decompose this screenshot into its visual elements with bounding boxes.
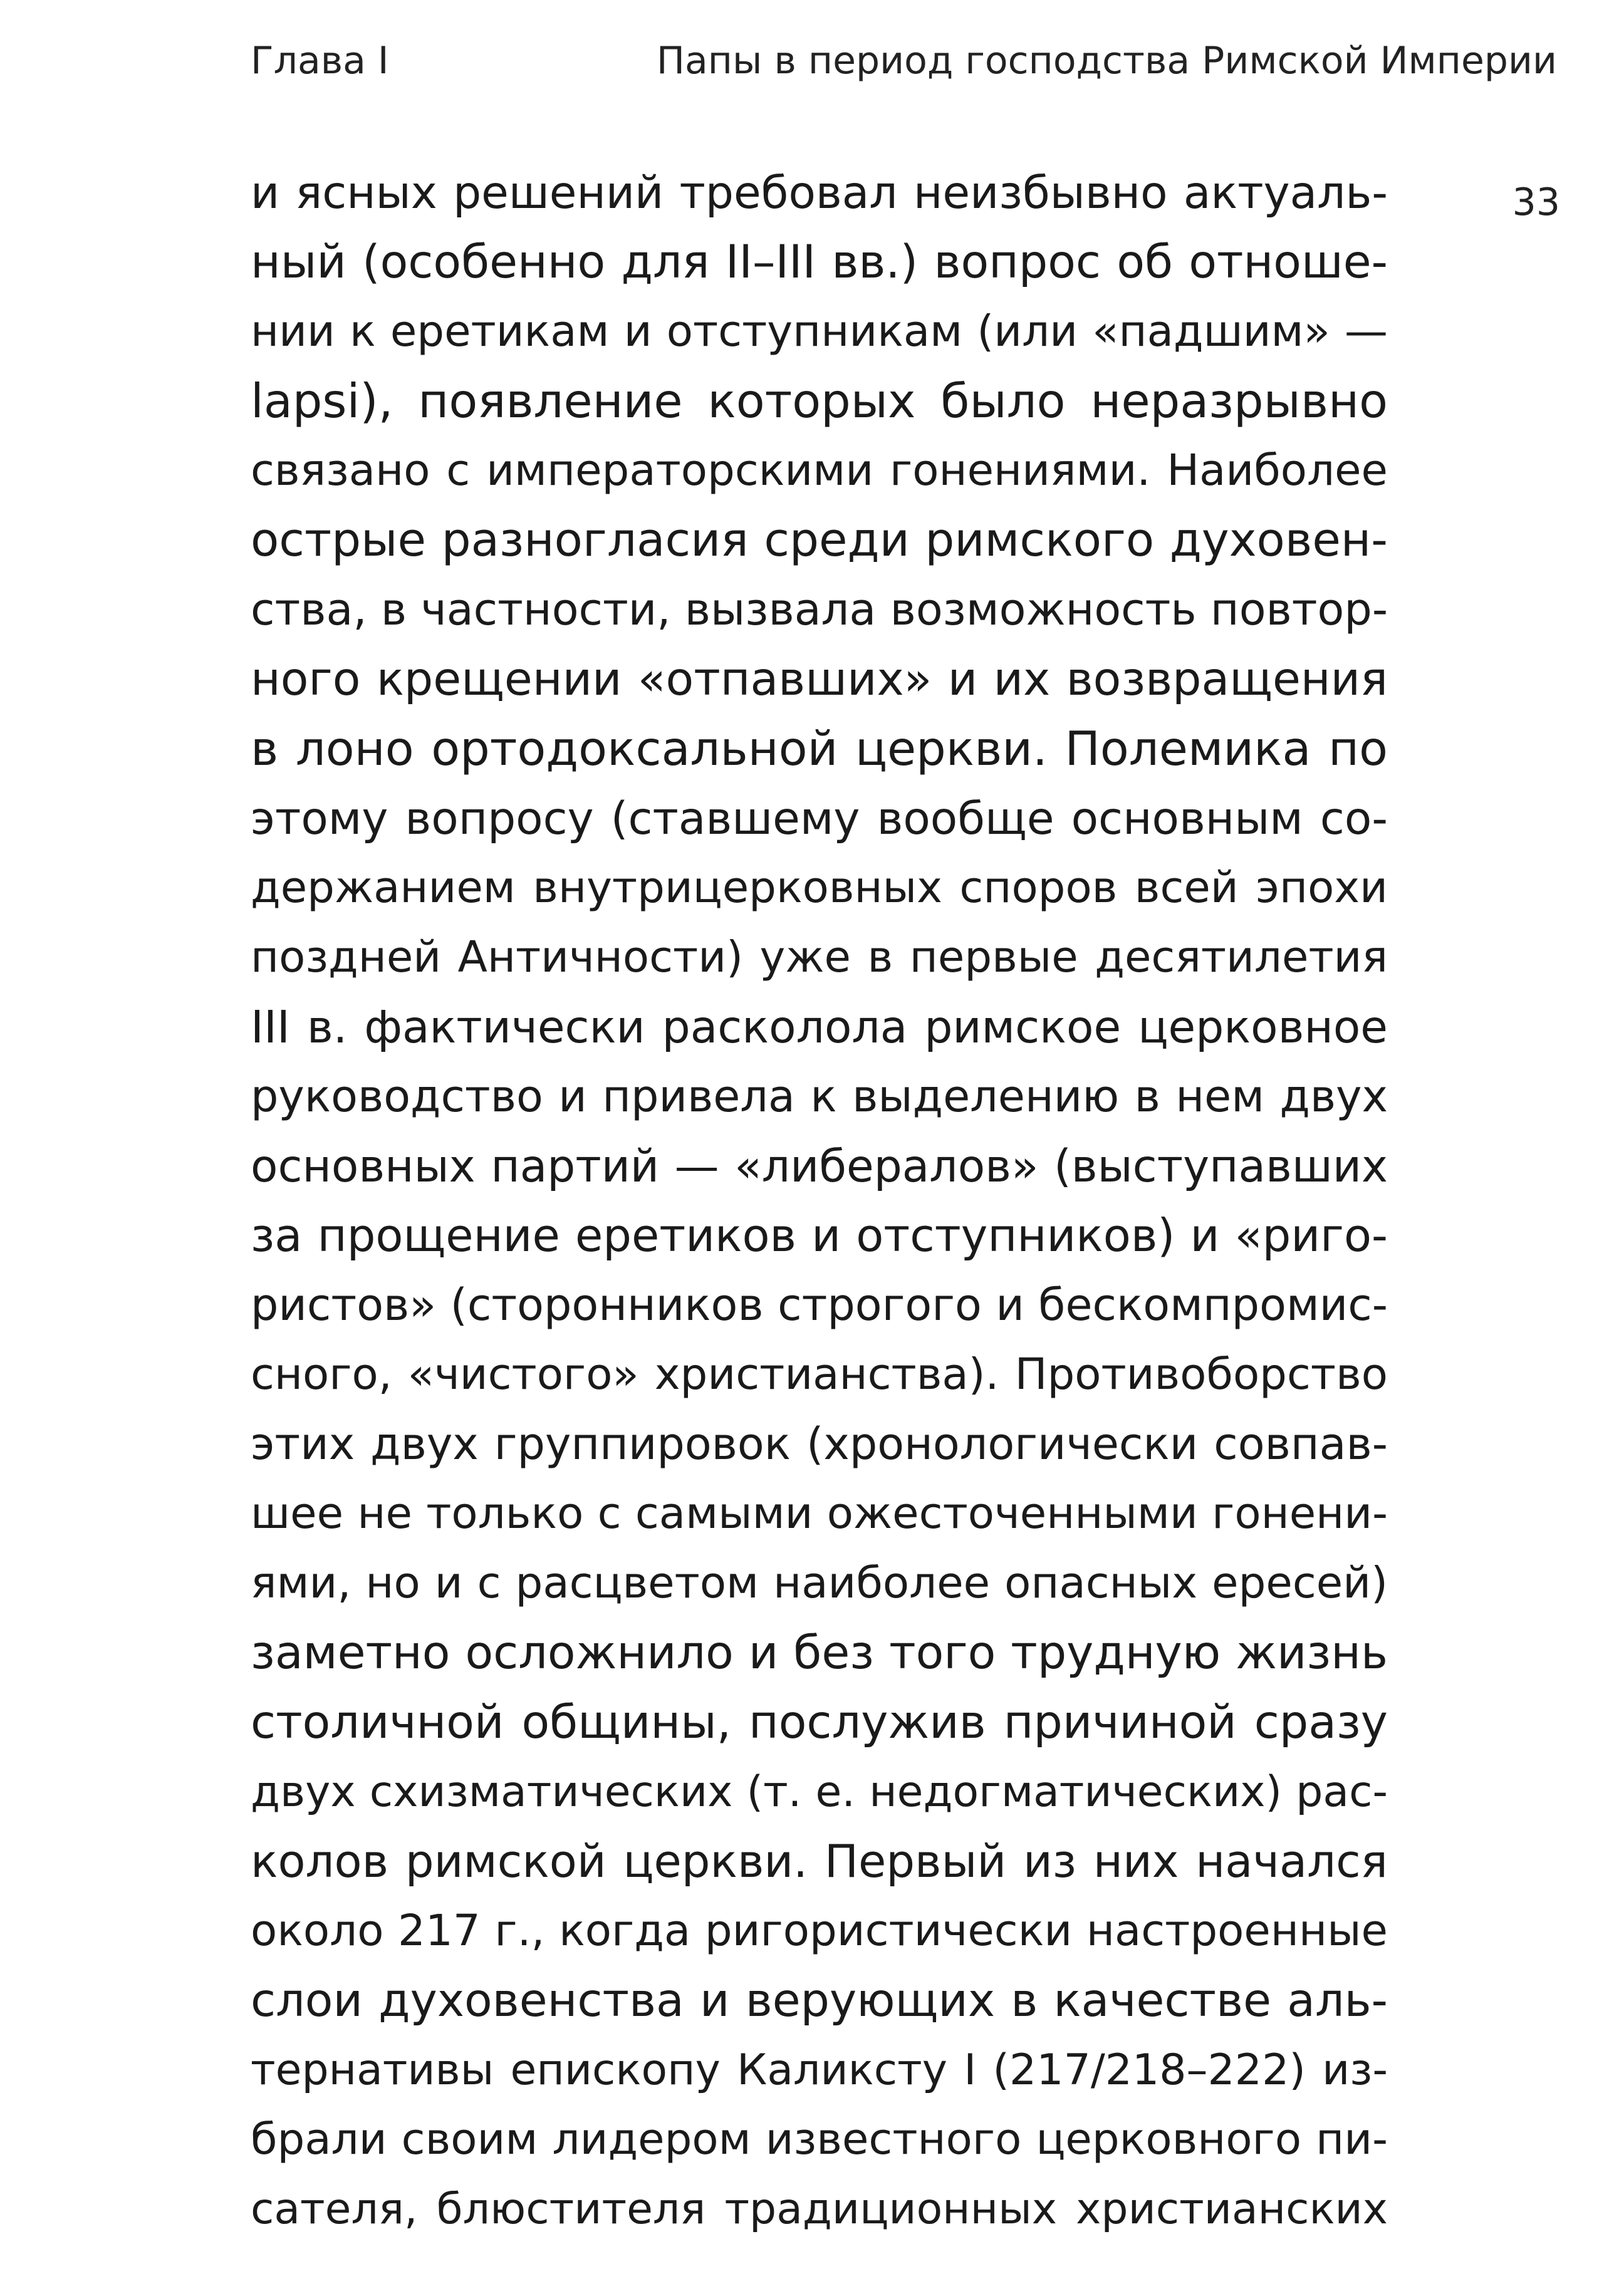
text-line: ристов» (сторонников строгого и бескомпромис- [251, 1279, 1388, 1331]
text-line: колов римской церкви. Первый из них начался [251, 1835, 1388, 1888]
text-line: за прощение еретиков и отступников) и «риго- [251, 1209, 1388, 1262]
text-line: этих двух группировок (хронологически совпав- [251, 1418, 1388, 1470]
text-line: и ясных решений требовал неизбывно актуаль- [251, 167, 1388, 219]
text-line: острые разногласия среди римского духовен- [251, 513, 1388, 567]
text-line: в лоно ортодоксальной церкви. Полемика по [251, 721, 1388, 776]
body-text [251, 158, 1388, 2244]
text-line: ства, в частности, вызвала возможность повтор- [251, 584, 1388, 635]
text-line: шее не только с самыми ожесточенными гонени- [251, 1488, 1388, 1539]
text-line: поздней Античности) уже в первые десятилетия [251, 932, 1388, 982]
chapter-label: Глава I [251, 39, 389, 83]
text-line: нии к еретикам и отступникам (или «падшим» — [251, 306, 1388, 356]
text-line: сателя, блюстителя традиционных христианских [251, 2184, 1388, 2234]
text-line: заметно осложнило и без того трудную жизнь [251, 1626, 1388, 1680]
text-line: брали своим лидером известного церковного пи- [251, 2114, 1388, 2164]
text-line: связано с императорскими гонениями. Наиболее [251, 445, 1388, 496]
text-line: держанием внутрицерковных споров всей эпохи [251, 863, 1388, 913]
text-line: этому вопросу (ставшему вообще основным со- [251, 792, 1388, 844]
text-line: около 217 г., когда ригористически настроенные [251, 1906, 1388, 1956]
text-line: слои духовенства и верующих в качестве аль- [251, 1974, 1388, 2027]
text-line: двух схизматических (т. е. недогматических) рас- [251, 1767, 1388, 1817]
running-head [251, 33, 1557, 89]
page-number: 33 [1512, 180, 1560, 224]
text-line: ный (особенно для II–III вв.) вопрос об отноше- [251, 236, 1388, 289]
text-line: ями, но и с расцветом наиболее опасных ересей) [251, 1558, 1388, 1608]
text-line: тернативы епископу Каликсту I (217/218–222) из- [251, 2045, 1388, 2095]
text-line: руководство и привела к выделению в нем двух [251, 1071, 1388, 1122]
text-line: сного, «чистого» христианства). Противоборство [251, 1349, 1388, 1400]
text-line: III в. фактически расколола римское церковное [251, 1001, 1388, 1053]
text-line: столичной общины, послужив причиной сразу [251, 1696, 1388, 1749]
running-title: Папы в период господства Римской Империи [656, 39, 1557, 83]
text-line: ного крещении «отпавших» и их возвращения [251, 653, 1388, 706]
text-line: основных партий — «либералов» (выступавших [251, 1140, 1388, 1192]
text-line: lapsi), появление которых было неразрывно [251, 373, 1388, 429]
